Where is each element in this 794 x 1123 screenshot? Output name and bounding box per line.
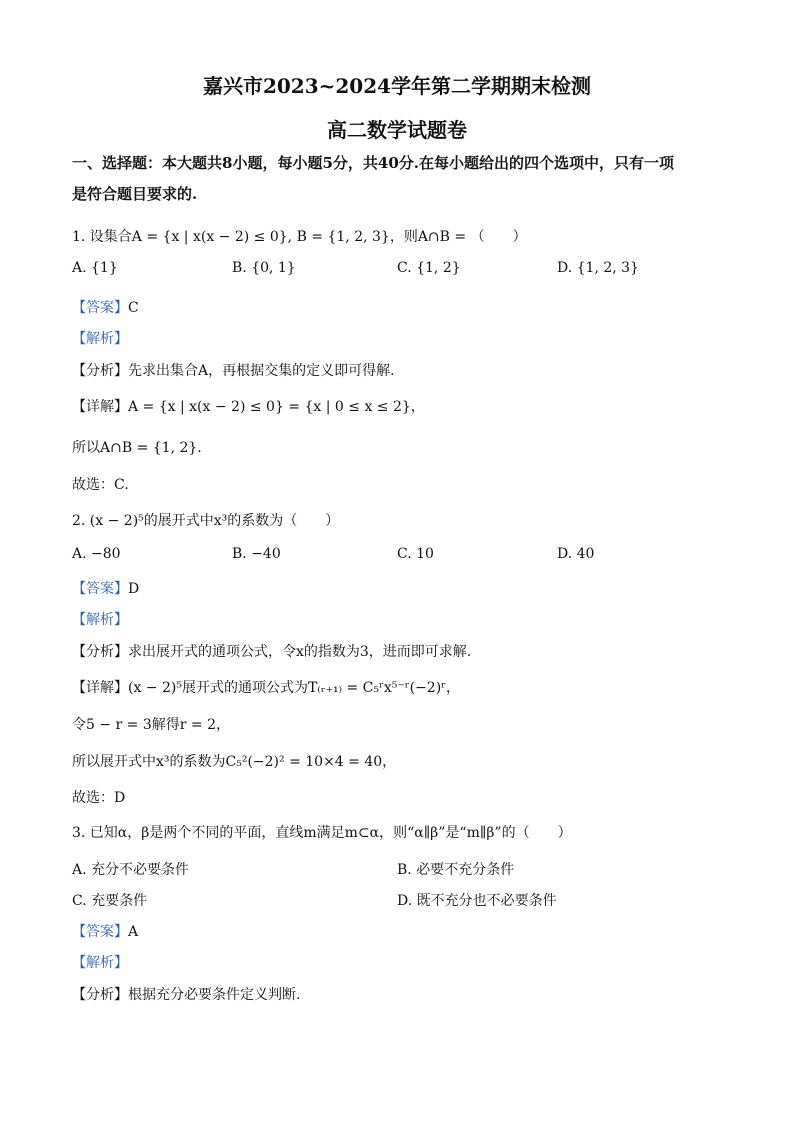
q1-fenxi-line bbox=[72, 360, 395, 380]
q3-option-a: A. 充分不必要条件 bbox=[72, 862, 190, 878]
q3-stem: 3. 已知α，β是两个不同的平面，直线m满足m⊂α，则“α∥β”是“m∥β”的（ ） bbox=[72, 825, 572, 841]
q1-option-d: D. {1, 2, 3} bbox=[557, 260, 639, 276]
q2-option-c: C. 10 bbox=[397, 546, 434, 562]
q2-fenxi: 求出展开式的通项公式，令x的指数为3，进而即可求解. bbox=[128, 644, 472, 660]
answer-tag: 【答案】 bbox=[72, 924, 128, 940]
q1-option-a: A. {1} bbox=[72, 260, 118, 276]
q3-option-d: D. 既不充分也不必要条件 bbox=[397, 893, 557, 909]
q2-option-a: A. −80 bbox=[72, 546, 121, 562]
q2-step: 令5 − r = 3解得r = 2， bbox=[72, 717, 230, 733]
q3-answer-line bbox=[72, 921, 138, 941]
q2-option-d: D. 40 bbox=[557, 546, 595, 562]
answer-tag: 【答案】 bbox=[72, 300, 128, 316]
q1-answer-line bbox=[72, 297, 139, 317]
section-heading-line2: 是符合题目要求的. bbox=[72, 185, 198, 203]
q1-choose: 故选：C. bbox=[72, 477, 129, 493]
answer-tag: 【答案】 bbox=[72, 581, 128, 597]
q3-fenxi-line bbox=[72, 984, 300, 1004]
q3-fenxi: 根据充分必要条件定义判断. bbox=[128, 987, 301, 1003]
q1-option-b: B. {0, 1} bbox=[232, 260, 296, 276]
xiangjie-tag: 【详解】 bbox=[72, 680, 128, 696]
q1-fenxi: 先求出集合A，再根据交集的定义即可得解. bbox=[128, 363, 395, 379]
q2-stem: 2. (x − 2)⁵的展开式中x³的系数为（ ） bbox=[72, 513, 340, 529]
q1-xiangjie: A = {x | x(x − 2) ≤ 0} = {x | 0 ≤ x ≤ 2}， bbox=[128, 399, 425, 415]
xiangjie-tag: 【详解】 bbox=[72, 399, 128, 415]
q1-stem: 1. 设集合A = {x | x(x − 2) ≤ 0}, B = {1, 2, 3}，则A∩B = （ ） bbox=[72, 229, 527, 245]
q1-analysis-tag: 【解析】 bbox=[72, 331, 128, 347]
q2-answer-line bbox=[72, 578, 139, 598]
fenxi-tag: 【分析】 bbox=[72, 644, 128, 660]
fenxi-tag: 【分析】 bbox=[72, 363, 128, 379]
q2-conclusion: 所以展开式中x³的系数为C₅²(−2)² = 10×4 = 40， bbox=[72, 754, 397, 770]
q1-answer: C bbox=[128, 300, 139, 316]
q2-fenxi-line bbox=[72, 641, 471, 661]
q2-answer: D bbox=[128, 581, 140, 597]
q2-option-b: B. −40 bbox=[232, 546, 281, 562]
exam-subtitle: 高二数学试题卷 bbox=[327, 118, 467, 142]
q1-option-c: C. {1, 2} bbox=[397, 260, 461, 276]
q3-option-c: C. 充要条件 bbox=[72, 893, 148, 909]
q1-conclusion: 所以A∩B = {1, 2}. bbox=[72, 440, 202, 456]
q3-answer: A bbox=[128, 924, 139, 940]
q2-analysis-tag: 【解析】 bbox=[72, 612, 128, 628]
section-heading-line1: 一、选择题：本大题共8小题，每小题5分，共40分.在每小题给出的四个选项中，只有一项 bbox=[72, 154, 674, 172]
q2-xiangjie-line bbox=[72, 677, 460, 697]
q2-xiangjie: (x − 2)⁵展开式的通项公式为T₍ᵣ₊₁₎ = C₅ʳx⁵⁻ʳ(−2)ʳ， bbox=[128, 680, 461, 696]
exam-title: 嘉兴市2023~2024学年第二学期期末检测 bbox=[202, 74, 592, 98]
fenxi-tag: 【分析】 bbox=[72, 987, 128, 1003]
q1-xiangjie-line bbox=[72, 396, 425, 416]
q3-option-b: B. 必要不充分条件 bbox=[397, 862, 515, 878]
q3-analysis-tag: 【解析】 bbox=[72, 955, 128, 971]
q2-choose: 故选：D bbox=[72, 790, 126, 806]
